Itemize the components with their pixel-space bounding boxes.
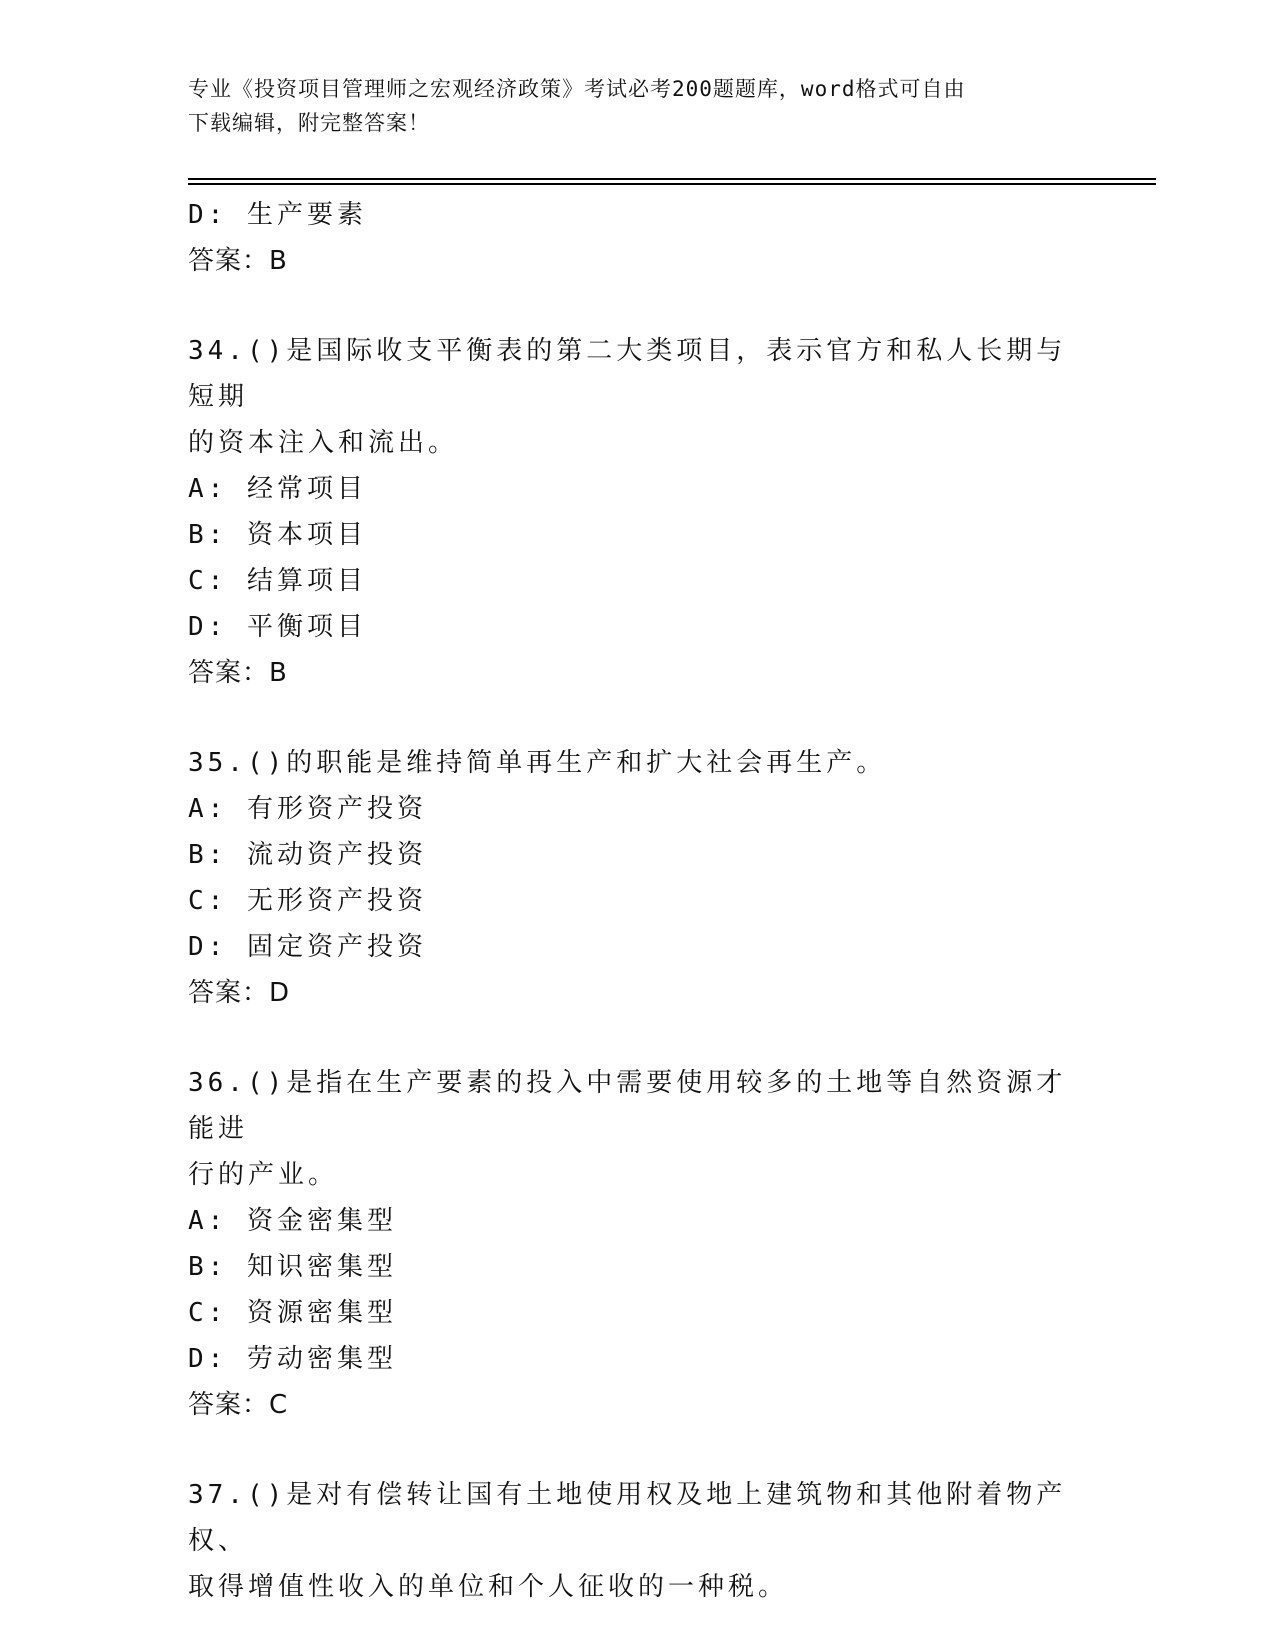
question-text-line-1: 35.()的职能是维持简单再生产和扩大社会再生产。 xyxy=(188,748,887,778)
previous-question-tail xyxy=(188,192,1088,284)
question-text-line-2: 的资本注入和流出。 xyxy=(188,428,459,458)
answer: 答案：B xyxy=(188,658,288,688)
option-b: B: 流动资产投资 xyxy=(188,840,427,870)
option-d: D: 劳动密集型 xyxy=(188,1344,397,1374)
option-c: C: 资源密集型 xyxy=(188,1298,397,1328)
question-text-line-1: 36.()是指在生产要素的投入中需要使用较多的土地等自然资源才能进 xyxy=(188,1068,1067,1144)
option-b: B: 资本项目 xyxy=(188,520,367,550)
question-text-line-2: 行的产业。 xyxy=(188,1160,339,1190)
page-header xyxy=(188,72,1078,140)
option-c: C: 结算项目 xyxy=(188,566,367,596)
option-d: D: 平衡项目 xyxy=(188,612,367,642)
option-c: C: 无形资产投资 xyxy=(188,886,427,916)
header-line-2: 下载编辑，附完整答案！ xyxy=(188,111,430,135)
question-text-line-1: 34.()是国际收支平衡表的第二大类项目，表示官方和私人长期与短期 xyxy=(188,336,1067,412)
answer: 答案：B xyxy=(188,246,288,276)
question-text-line-1: 37.()是对有偿转让国有土地使用权及地上建筑物和其他附着物产权、 xyxy=(188,1480,1067,1556)
header-rule-bottom xyxy=(188,183,1156,185)
option-a: A: 经常项目 xyxy=(188,474,367,504)
header-rule-top xyxy=(188,178,1156,180)
option-a: A: 资金密集型 xyxy=(188,1206,397,1236)
question-37 xyxy=(188,1472,1088,1610)
answer: 答案：C xyxy=(188,1390,289,1420)
question-list xyxy=(188,192,1088,1610)
answer: 答案：D xyxy=(188,978,291,1008)
option-d: D: 固定资产投资 xyxy=(188,932,427,962)
question-35 xyxy=(188,740,1088,1016)
question-34 xyxy=(188,328,1088,696)
question-36 xyxy=(188,1060,1088,1428)
option-b: B: 知识密集型 xyxy=(188,1252,397,1282)
question-text-line-2: 取得增值性收入的单位和个人征收的一种税。 xyxy=(188,1572,789,1602)
option-d: D: 生产要素 xyxy=(188,200,367,230)
header-line-1: 专业《投资项目管理师之宏观经济政策》考试必考200题题库，word格式可自由 xyxy=(188,77,966,101)
option-a: A: 有形资产投资 xyxy=(188,794,427,824)
